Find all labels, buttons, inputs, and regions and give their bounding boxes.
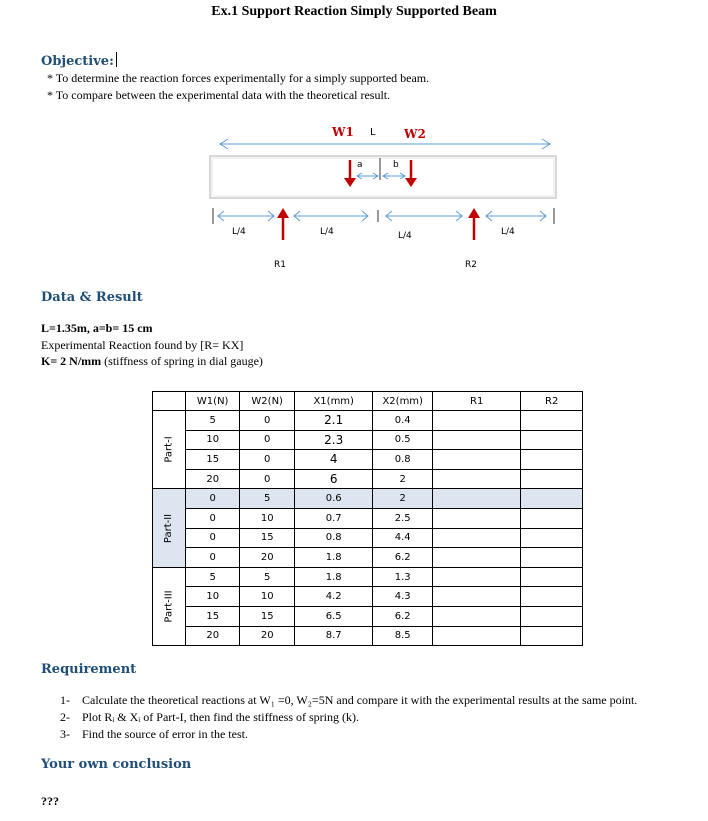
- requirement-item-1: 1- Calculate the theoretical reactions at W₁ =0, W₂=5N and compare it with the experimental results at the same point.: [60, 693, 638, 707]
- k-note: (stiffness of spring in dial gauge): [101, 354, 263, 368]
- span-l-label: L: [370, 127, 376, 138]
- table-cell: 15: [240, 528, 295, 548]
- reaction-line: Experimental Reaction found by [R= KX]: [41, 338, 244, 352]
- part-label-cell: [153, 411, 186, 489]
- table-cell: [433, 469, 521, 489]
- quarter-2-label: L/4: [320, 227, 334, 237]
- data-result-heading: Data & Result: [41, 290, 143, 305]
- table-cell: 5: [186, 567, 240, 587]
- k-value: K= 2 N/mm: [41, 354, 102, 368]
- table-cell: 6.2: [373, 548, 433, 568]
- table-cell: 0.8: [295, 528, 373, 548]
- table-row: [153, 528, 583, 548]
- objective-item-1: * To determine the reaction forces experimentally for a simply supported beam.: [47, 71, 430, 85]
- table-cell: 2: [373, 489, 433, 509]
- table-cell: [433, 567, 521, 587]
- table-cell: 2.1: [295, 411, 373, 431]
- table-cell: 0: [186, 528, 240, 548]
- table-cell: [433, 587, 521, 607]
- results-table: [152, 391, 583, 646]
- table-cell: [521, 548, 583, 568]
- r1-label: R1: [274, 260, 286, 270]
- table-cell: 0: [186, 508, 240, 528]
- part-label-cell: [153, 567, 186, 645]
- table-cell: 1.3: [373, 567, 433, 587]
- table-cell: 4: [295, 450, 373, 470]
- table-cell: [521, 508, 583, 528]
- table-row: [153, 411, 583, 431]
- requirement-item-2: 2- Plot Rᵢ & Xᵢ of Part-I, then find the stiffness of spring (k).: [60, 710, 360, 724]
- header-x2: X2(mm): [373, 392, 433, 411]
- quarter-3-label: L/4: [398, 231, 412, 241]
- quarter-4-arrow: [486, 211, 546, 221]
- span-arrow: [220, 139, 550, 149]
- w2-label: W2: [404, 127, 426, 141]
- a-label: a: [357, 160, 363, 170]
- objective-heading: [41, 52, 117, 69]
- table-cell: 10: [186, 430, 240, 450]
- quarter-2-arrow: [294, 211, 368, 221]
- table-cell: 1.8: [295, 548, 373, 568]
- table-cell: 2: [373, 469, 433, 489]
- quarter-1-label: L/4: [232, 227, 246, 237]
- table-cell: 8.7: [295, 626, 373, 646]
- table-cell: 20: [186, 469, 240, 489]
- table-cell: 6: [295, 469, 373, 489]
- table-row: [153, 587, 583, 607]
- table-cell: 20: [240, 548, 295, 568]
- table-cell: [521, 469, 583, 489]
- table-cell: 10: [240, 508, 295, 528]
- table-cell: 15: [186, 450, 240, 470]
- quarter-1-arrow: [218, 211, 274, 221]
- header-r1: R1: [433, 392, 521, 411]
- table-cell: 5: [240, 489, 295, 509]
- table-cell: 0: [186, 548, 240, 568]
- header-w1: W1(N): [186, 392, 240, 411]
- table-cell: [521, 567, 583, 587]
- table-cell: 2.5: [373, 508, 433, 528]
- part-label-cell: [153, 489, 186, 567]
- header-corner: [153, 392, 186, 411]
- table-cell: [433, 626, 521, 646]
- table-cell: [521, 430, 583, 450]
- beam: [210, 156, 556, 198]
- table-cell: 6.2: [373, 606, 433, 626]
- table-cell: 2.3: [295, 430, 373, 450]
- table-cell: 4.2: [295, 587, 373, 607]
- b-label: b: [393, 160, 399, 170]
- objective-heading-text: Objective:: [41, 54, 114, 69]
- table-cell: 0: [240, 450, 295, 470]
- table-cell: 0: [240, 411, 295, 431]
- table-cell: 10: [186, 587, 240, 607]
- requirement-item-3: 3- Find the source of error in the test.: [60, 727, 248, 741]
- table-cell: 0: [240, 469, 295, 489]
- header-x1: X1(mm): [295, 392, 373, 411]
- table-cell: [521, 489, 583, 509]
- length-line: L=1.35m, a=b= 15 cm: [41, 321, 153, 335]
- stiffness-line: [41, 354, 263, 369]
- table-cell: [433, 489, 521, 509]
- table-header-row: [153, 392, 583, 411]
- table-cell: 0: [240, 430, 295, 450]
- table-cell: 15: [186, 606, 240, 626]
- header-w2: W2(N): [240, 392, 295, 411]
- table-cell: 0.5: [373, 430, 433, 450]
- table-cell: 8.5: [373, 626, 433, 646]
- table-row: [153, 567, 583, 587]
- table-row: [153, 626, 583, 646]
- table-cell: [521, 587, 583, 607]
- table-cell: [433, 528, 521, 548]
- table-cell: [521, 528, 583, 548]
- part-label: Part-II: [163, 513, 175, 543]
- table-cell: [521, 411, 583, 431]
- table-cell: [433, 430, 521, 450]
- table-cell: 10: [240, 587, 295, 607]
- table-cell: [433, 548, 521, 568]
- quarter-3-arrow: [386, 211, 462, 221]
- table-cell: 5: [186, 411, 240, 431]
- r2-label: R2: [465, 260, 477, 270]
- table-cell: 6.5: [295, 606, 373, 626]
- table-cell: 0: [186, 489, 240, 509]
- table-cell: 4.3: [373, 587, 433, 607]
- table-cell: [521, 626, 583, 646]
- objective-item-2: * To compare between the experimental data with the theoretical result.: [47, 88, 391, 102]
- table-cell: [433, 508, 521, 528]
- text-cursor: [116, 52, 117, 67]
- table-row: [153, 489, 583, 509]
- table-cell: [433, 450, 521, 470]
- table-row: [153, 548, 583, 568]
- quarter-4-label: L/4: [501, 227, 515, 237]
- table-cell: 0.4: [373, 411, 433, 431]
- table-cell: 4.4: [373, 528, 433, 548]
- table-cell: 0.7: [295, 508, 373, 528]
- table-row: [153, 508, 583, 528]
- table-cell: [521, 606, 583, 626]
- conclusion-heading: Your own conclusion: [41, 757, 192, 772]
- table-cell: 20: [186, 626, 240, 646]
- r2-reaction-arrow: [468, 208, 480, 240]
- table-cell: 0.6: [295, 489, 373, 509]
- table-row: [153, 430, 583, 450]
- table-cell: 1.8: [295, 567, 373, 587]
- conclusion-answer: ???: [41, 794, 59, 808]
- w1-label: W1: [332, 125, 354, 139]
- table-row: [153, 450, 583, 470]
- part-label: Part-III: [163, 590, 175, 623]
- table-cell: [521, 450, 583, 470]
- table-cell: 0.8: [373, 450, 433, 470]
- table-cell: [433, 411, 521, 431]
- table-cell: 15: [240, 606, 295, 626]
- table-cell: 5: [240, 567, 295, 587]
- part-label: Part-I: [163, 436, 175, 463]
- table-cell: [433, 606, 521, 626]
- header-r2: R2: [521, 392, 583, 411]
- requirement-list: [60, 692, 637, 743]
- requirement-heading: Requirement: [41, 662, 137, 677]
- table-row: [153, 606, 583, 626]
- table-row: [153, 469, 583, 489]
- beam-diagram: [200, 118, 570, 278]
- page-title: Ex.1 Support Reaction Simply Supported Beam: [211, 4, 497, 19]
- table-cell: 20: [240, 626, 295, 646]
- r1-reaction-arrow: [277, 208, 289, 240]
